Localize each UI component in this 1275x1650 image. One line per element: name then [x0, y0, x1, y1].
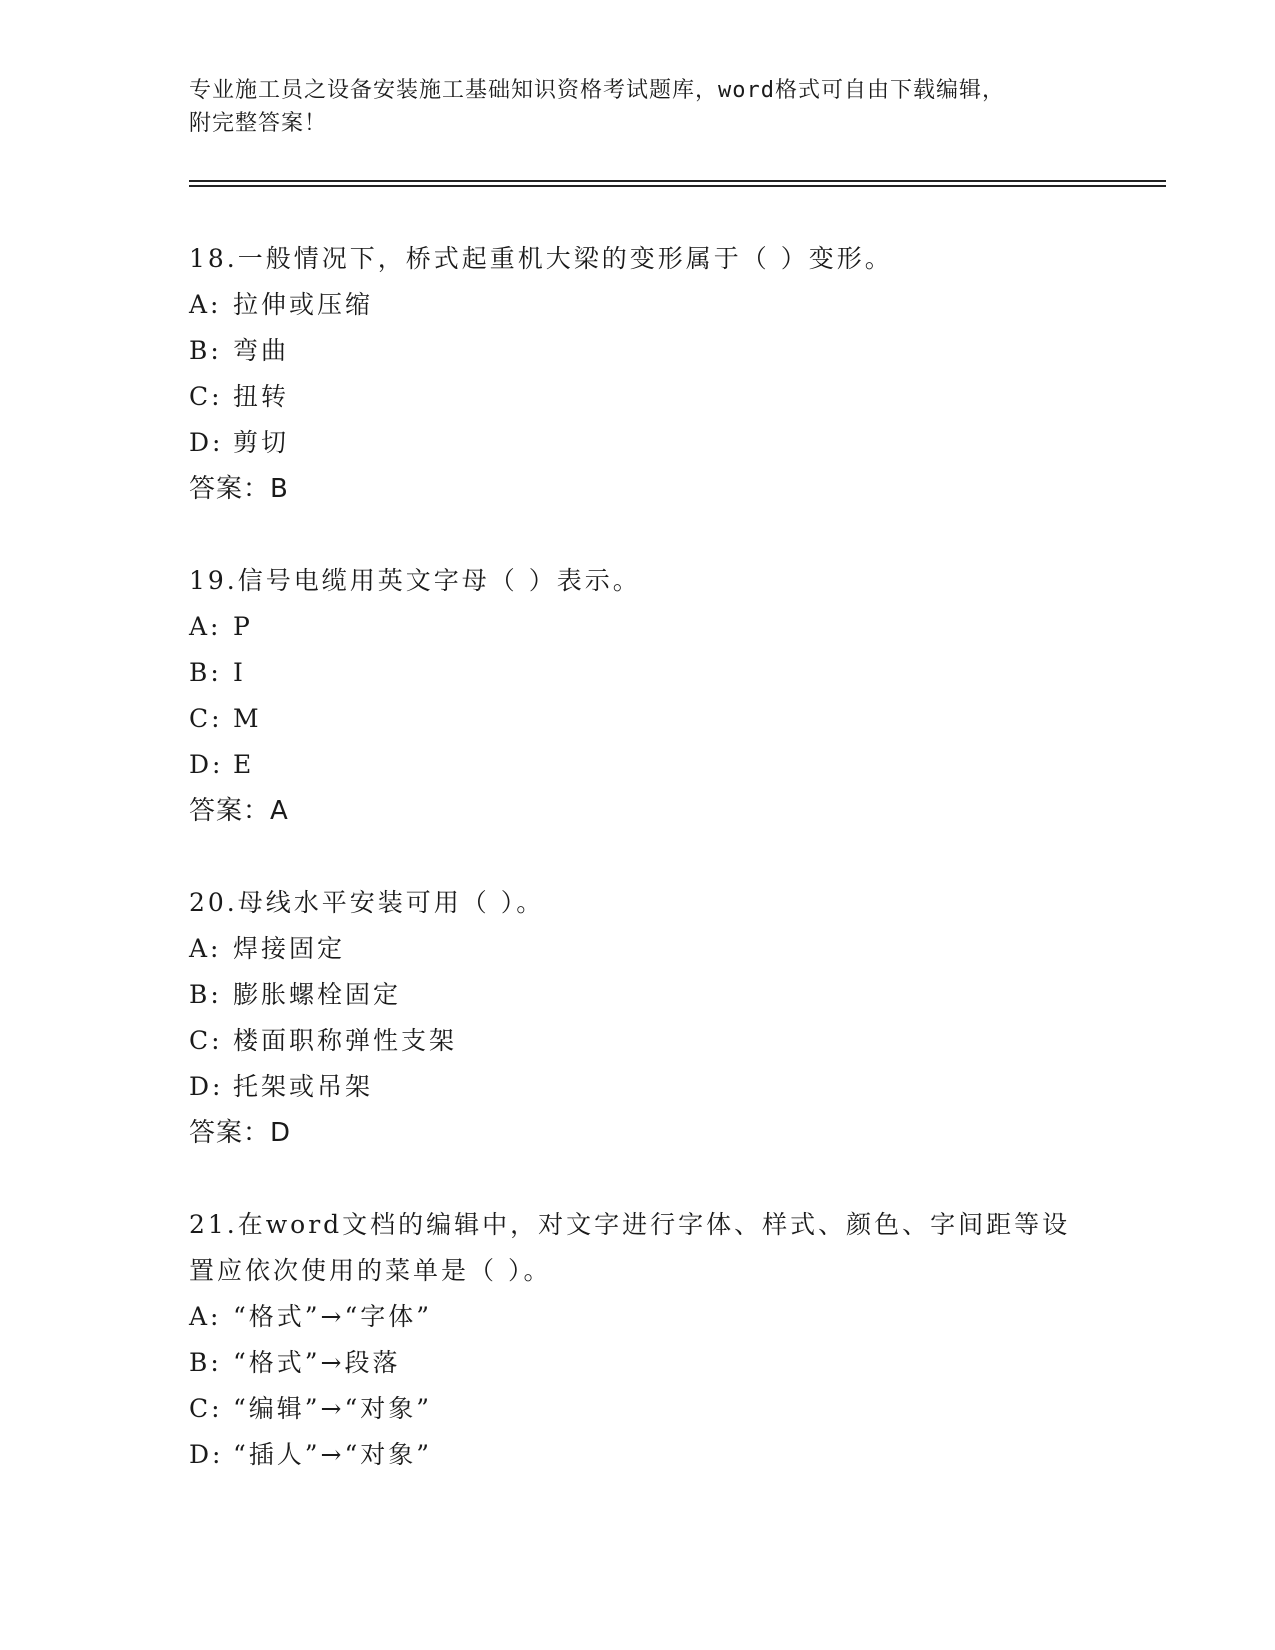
option-d [189, 1432, 1089, 1478]
option-text: 膨胀螺栓固定 [233, 980, 402, 1009]
option-key: A: [189, 290, 222, 319]
option-text: 焊接固定 [233, 934, 346, 963]
option-key: D: [189, 1072, 224, 1101]
option-c [189, 1386, 1089, 1432]
option-key: D: [189, 1440, 224, 1469]
option-b [189, 972, 1089, 1018]
header-divider-top [189, 180, 1166, 182]
question-21 [189, 1202, 1089, 1478]
question-stem: 18.一般情况下，桥式起重机大梁的变形属于（ ）变形。 [189, 244, 893, 273]
option-b [189, 650, 1089, 696]
document-header [189, 74, 1089, 140]
option-text: M [233, 704, 262, 733]
option-text: 拉伸或压缩 [233, 290, 374, 319]
option-key: A: [189, 934, 222, 963]
option-key: C: [189, 1394, 223, 1423]
option-key: A: [189, 1302, 222, 1331]
option-text: “格式”→“字体” [233, 1302, 433, 1331]
option-c [189, 696, 1089, 742]
answer: 答案：D [189, 1118, 292, 1148]
option-key: B: [189, 1348, 222, 1377]
option-text: “格式”→段落 [233, 1348, 401, 1377]
option-key: B: [189, 336, 222, 365]
option-text: 弯曲 [233, 336, 290, 365]
option-b [189, 328, 1089, 374]
option-text: P [233, 612, 253, 641]
option-c [189, 1018, 1089, 1064]
option-a [189, 282, 1089, 328]
option-key: B: [189, 658, 222, 687]
option-key: C: [189, 382, 223, 411]
option-a [189, 604, 1089, 650]
option-key: D: [189, 428, 224, 457]
question-18 [189, 236, 1089, 512]
question-stem: 20.母线水平安装可用（ ）。 [189, 888, 545, 917]
option-key: C: [189, 704, 223, 733]
option-text: I [233, 658, 246, 687]
option-key: B: [189, 980, 222, 1009]
question-stem: 21.在word文档的编辑中，对文字进行字体、样式、颜色、字间距等设置应依次使用的菜单是（ ）。 [189, 1210, 1071, 1285]
option-c [189, 374, 1089, 420]
option-text: “插人”→“对象” [233, 1440, 433, 1469]
option-d [189, 420, 1089, 466]
option-d [189, 742, 1089, 788]
question-stem: 19.信号电缆用英文字母（ ）表示。 [189, 566, 641, 595]
header-line-1: 专业施工员之设备安装施工基础知识资格考试题库，word格式可自由下载编辑， [189, 78, 1005, 103]
option-b [189, 1340, 1089, 1386]
question-19 [189, 558, 1089, 834]
option-text: “编辑”→“对象” [233, 1394, 433, 1423]
answer: 答案：A [189, 796, 289, 826]
option-key: D: [189, 750, 224, 779]
option-text: E [233, 750, 255, 779]
header-line-2: 附完整答案！ [189, 111, 328, 136]
option-text: 托架或吊架 [233, 1072, 374, 1101]
option-text: 扭转 [233, 382, 290, 411]
option-key: C: [189, 1026, 223, 1055]
question-20 [189, 880, 1089, 1156]
option-text: 剪切 [233, 428, 290, 457]
answer: 答案：B [189, 474, 289, 504]
option-a [189, 926, 1089, 972]
header-divider-bottom [189, 185, 1166, 187]
option-key: A: [189, 612, 222, 641]
option-a [189, 1294, 1089, 1340]
option-text: 楼面职称弹性支架 [233, 1026, 458, 1055]
option-d [189, 1064, 1089, 1110]
